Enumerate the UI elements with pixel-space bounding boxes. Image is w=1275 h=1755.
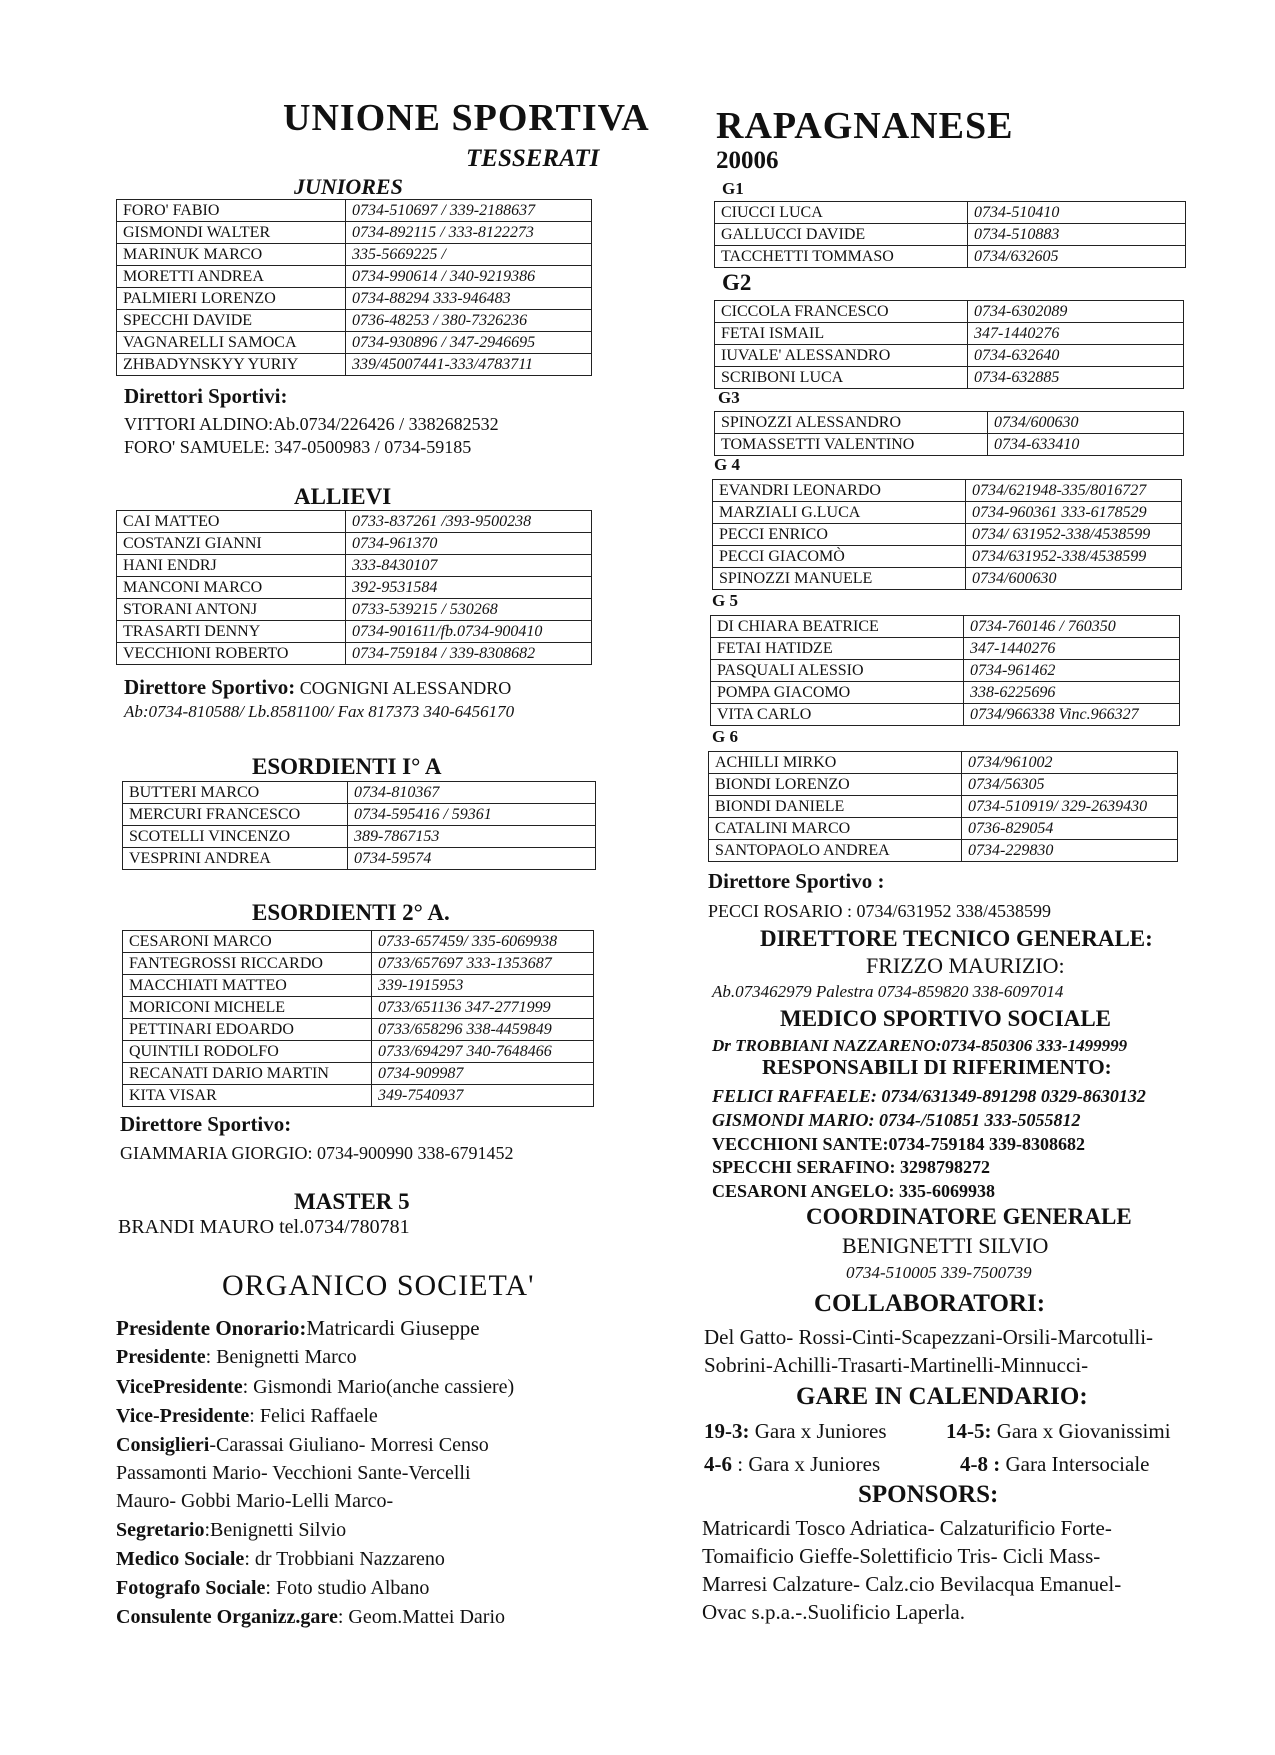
organico-line: [116, 1577, 429, 1600]
member-name: CATALINI MARCO: [709, 818, 962, 840]
g2-row: [715, 367, 1184, 389]
gara-date: 14-5:: [946, 1419, 992, 1443]
g6-title: G 6: [712, 727, 738, 746]
g6-row: [709, 796, 1178, 818]
member-name: ZHBADYNSKYY YURIY: [117, 354, 346, 376]
member-phone: 0733/657697 333-1353687: [372, 953, 594, 975]
member-phone: 347-1440276: [968, 323, 1184, 345]
member-phone: 0734-510919/ 329-2639430: [962, 796, 1178, 818]
g4-table: [712, 479, 1182, 590]
member-phone: 0734-990614 / 340-9219386: [346, 266, 592, 288]
member-phone: 0734-961370: [346, 533, 592, 555]
medico-title: MEDICO SPORTIVO SOCIALE: [780, 1006, 1112, 1031]
organico-label: Consiglieri: [116, 1434, 210, 1456]
member-name: HANI ENDRJ: [117, 555, 346, 577]
gara-item: [704, 1452, 880, 1477]
member-name: SANTOPAOLO ANDREA: [709, 840, 962, 862]
allievi-row: [117, 643, 592, 665]
g5-row: [711, 660, 1180, 682]
esordienti2-row: [123, 1085, 594, 1107]
member-phone: 0734-510697 / 339-2188637: [346, 200, 592, 222]
sponsor-line: Matricardi Tosco Adriatica- Calzaturificio Forte-: [702, 1516, 1112, 1540]
member-phone: 0734-510410: [968, 202, 1186, 224]
g2-table: [714, 300, 1184, 389]
organico-line: [116, 1490, 393, 1513]
organico-title: ORGANICO SOCIETA': [222, 1269, 535, 1302]
member-phone: 0734-229830: [962, 840, 1178, 862]
juniores-table: [116, 199, 592, 376]
organico-line: [116, 1548, 445, 1571]
member-phone: 0734-632640: [968, 345, 1184, 367]
organico-value: -Carassai Giuliano- Morresi Censo: [209, 1434, 489, 1456]
g6-row: [709, 818, 1178, 840]
master-title: MASTER 5: [294, 1189, 410, 1214]
member-phone: 335-5669225 /: [346, 244, 592, 266]
member-phone: 0734-892115 / 333-8122273: [346, 222, 592, 244]
member-phone: 0734-930896 / 347-2946695: [346, 332, 592, 354]
member-name: BUTTERI MARCO: [123, 782, 348, 804]
member-name: STORANI ANTONJ: [117, 599, 346, 621]
member-phone: 0733/694297 340-7648466: [372, 1041, 594, 1063]
dtg-name: FRIZZO MAURIZIO:: [866, 953, 1065, 978]
resp-title: RESPONSABILI DI RIFERIMENTO:: [762, 1055, 1112, 1079]
g6-row: [709, 774, 1178, 796]
gara-date: 4-8 :: [960, 1452, 1001, 1476]
member-phone: 0734-632885: [968, 367, 1184, 389]
member-name: SPINOZZI MANUELE: [713, 568, 966, 590]
resp-line: SPECCHI SERAFINO: 3298798272: [712, 1157, 991, 1177]
allievi-row: [117, 555, 592, 577]
g4-row: [713, 480, 1182, 502]
dtg-contacts: Ab.073462979 Palestra 0734-859820 338-6097014: [712, 982, 1064, 1001]
g6-row: [709, 840, 1178, 862]
member-name: SCOTELLI VINCENZO: [123, 826, 348, 848]
member-name: VAGNARELLI SAMOCA: [117, 332, 346, 354]
giovanissimi-director-label: Direttore Sportivo :: [708, 869, 885, 893]
member-name: VITA CARLO: [711, 704, 964, 726]
esordienti2-row: [123, 1041, 594, 1063]
sponsor-line: Marresi Calzature- Calz.cio Bevilacqua Emanuel-: [702, 1572, 1122, 1596]
esordienti2-row: [123, 997, 594, 1019]
member-phone: 0733-657459/ 335-6069938: [372, 931, 594, 953]
member-phone: 0734-760146 / 760350: [964, 616, 1180, 638]
organico-value: : Foto studio Albano: [265, 1577, 430, 1599]
member-name: MORICONI MICHELE: [123, 997, 372, 1019]
member-name: DI CHIARA BEATRICE: [711, 616, 964, 638]
member-phone: 0733-539215 / 530268: [346, 599, 592, 621]
member-name: VESPRINI ANDREA: [123, 848, 348, 870]
member-phone: 0734/ 631952-338/4538599: [966, 524, 1182, 546]
member-phone: 389-7867153: [348, 826, 596, 848]
organico-line: [116, 1405, 378, 1428]
organico-line: [116, 1346, 357, 1369]
member-name: IUVALE' ALESSANDRO: [715, 345, 968, 367]
organico-line: [116, 1376, 514, 1399]
esordienti2-director-label: Direttore Sportivo:: [120, 1112, 292, 1136]
organico-line: [116, 1434, 489, 1457]
member-name: TACCHETTI TOMMASO: [715, 246, 968, 268]
allievi-row: [117, 621, 592, 643]
organico-label: Presidente Onorario:: [116, 1316, 307, 1340]
juniores-title: JUNIORES: [294, 174, 403, 199]
coord-contacts: 0734-510005 339-7500739: [846, 1263, 1032, 1282]
juniores-row: [117, 354, 592, 376]
resp-line: CESARONI ANGELO: 335-6069938: [712, 1181, 996, 1201]
member-phone: 0734-6302089: [968, 301, 1184, 323]
member-phone: 0734-633410: [988, 434, 1184, 456]
member-name: PETTINARI EDOARDO: [123, 1019, 372, 1041]
esordienti1-row: [123, 804, 596, 826]
organico-label: Segretario: [116, 1519, 205, 1541]
g4-row: [713, 568, 1182, 590]
member-name: CESARONI MARCO: [123, 931, 372, 953]
allievi-table: [116, 510, 592, 665]
allievi-row: [117, 511, 592, 533]
member-phone: 0734/600630: [988, 412, 1184, 434]
collaboratori-line: Del Gatto- Rossi-Cinti-Scapezzani-Orsili-Marcotulli-: [704, 1325, 1154, 1349]
organico-label: Fotografo Sociale: [116, 1577, 266, 1599]
member-name: FETAI HATIDZE: [711, 638, 964, 660]
esordienti2-row: [123, 1019, 594, 1041]
g2-row: [715, 323, 1184, 345]
g1-title: G1: [722, 179, 744, 198]
coord-name: BENIGNETTI SILVIO: [842, 1233, 1049, 1258]
member-phone: 0734-909987: [372, 1063, 594, 1085]
g3-table: [714, 411, 1184, 456]
member-name: POMPA GIACOMO: [711, 682, 964, 704]
gara-item: [960, 1452, 1150, 1477]
member-phone: 0734/961002: [962, 752, 1178, 774]
member-phone: 347-1440276: [964, 638, 1180, 660]
allievi-director-name: COGNIGNI ALESSANDRO: [295, 678, 512, 698]
organico-value: : Benignetti Marco: [205, 1346, 357, 1368]
g3-row: [715, 412, 1184, 434]
member-name: SPINOZZI ALESSANDRO: [715, 412, 988, 434]
esordienti1-table: [122, 781, 596, 870]
allievi-director-contacts: Ab:0734-810588/ Lb.8581100/ Fax 817373 340-6456170: [124, 702, 515, 721]
juniores-row: [117, 310, 592, 332]
esordienti1-row: [123, 848, 596, 870]
allievi-title: ALLIEVI: [294, 484, 392, 509]
esordienti2-row: [123, 1063, 594, 1085]
g2-row: [715, 301, 1184, 323]
juniores-row: [117, 222, 592, 244]
title-left: UNIONE SPORTIVA: [283, 97, 650, 139]
member-name: VECCHIONI ROBERTO: [117, 643, 346, 665]
g4-row: [713, 502, 1182, 524]
g4-title: G 4: [714, 455, 740, 474]
member-phone: 0734/966338 Vinc.966327: [964, 704, 1180, 726]
member-name: BIONDI DANIELE: [709, 796, 962, 818]
member-phone: 0734/56305: [962, 774, 1178, 796]
g1-row: [715, 246, 1186, 268]
resp-line: GISMONDI MARIO: 0734-/510851 333-5055812: [712, 1110, 1081, 1130]
member-phone: 0733-837261 /393-9500238: [346, 511, 592, 533]
member-phone: 0734-901611/fb.0734-900410: [346, 621, 592, 643]
member-name: GISMONDI WALTER: [117, 222, 346, 244]
member-phone: 0734-961462: [964, 660, 1180, 682]
organico-label: Vice-Presidente: [116, 1405, 250, 1427]
subtitle-left: TESSERATI: [466, 145, 600, 172]
member-phone: 0734-810367: [348, 782, 596, 804]
juniores-director-2: FORO' SAMUELE: 347-0500983 / 0734-59185: [124, 437, 472, 457]
organico-label: Consulente Organizz.gare: [116, 1606, 338, 1628]
organico-value: : Geom.Mattei Dario: [337, 1606, 506, 1628]
member-name: FETAI ISMAIL: [715, 323, 968, 345]
subtitle-right: 20006: [716, 147, 779, 174]
g6-table: [708, 751, 1178, 862]
medico-line: Dr TROBBIANI NAZZARENO:0734-850306 333-1499999: [712, 1036, 1128, 1055]
g3-row: [715, 434, 1184, 456]
gara-text: Gara x Juniores: [749, 1419, 887, 1443]
esordienti2-row: [123, 975, 594, 997]
member-name: PECCI GIACOMÒ: [713, 546, 966, 568]
organico-line: [116, 1606, 505, 1629]
allievi-director-label: Direttore Sportivo:: [124, 675, 296, 699]
member-name: PASQUALI ALESSIO: [711, 660, 964, 682]
organico-value: Passamonti Mario- Vecchioni Sante-Vercelli: [116, 1462, 471, 1484]
resp-line: FELICI RAFFAELE: 0734/631349-891298 0329-8630132: [712, 1086, 1146, 1106]
organico-label: Medico Sociale: [116, 1548, 245, 1570]
g2-row: [715, 345, 1184, 367]
member-name: RECANATI DARIO MARTIN: [123, 1063, 372, 1085]
member-phone: 0734/631952-338/4538599: [966, 546, 1182, 568]
member-phone: 0734-759184 / 339-8308682: [346, 643, 592, 665]
member-name: CIUCCI LUCA: [715, 202, 968, 224]
g5-row: [711, 704, 1180, 726]
esordienti2-table: [122, 930, 594, 1107]
member-name: EVANDRI LEONARDO: [713, 480, 966, 502]
coord-title: COORDINATORE GENERALE: [806, 1204, 1132, 1229]
giovanissimi-director-line: PECCI ROSARIO : 0734/631952 338/4538599: [708, 901, 1052, 921]
g5-table: [710, 615, 1180, 726]
juniores-row: [117, 288, 592, 310]
member-name: MORETTI ANDREA: [117, 266, 346, 288]
collaboratori-title: COLLABORATORI:: [814, 1290, 1046, 1317]
member-name: TRASARTI DENNY: [117, 621, 346, 643]
member-phone: 0733/651136 347-2771999: [372, 997, 594, 1019]
collaboratori-line: Sobrini-Achilli-Trasarti-Martinelli-Minnucci-: [704, 1353, 1089, 1377]
sponsors-title: SPONSORS:: [858, 1481, 999, 1508]
member-phone: 339/45007441-333/4783711: [346, 354, 592, 376]
member-phone: 333-8430107: [346, 555, 592, 577]
member-name: MERCURI FRANCESCO: [123, 804, 348, 826]
g6-row: [709, 752, 1178, 774]
esordienti1-row: [123, 826, 596, 848]
member-name: QUINTILI RODOLFO: [123, 1041, 372, 1063]
member-name: CICCOLA FRANCESCO: [715, 301, 968, 323]
esordienti2-director-line: GIAMMARIA GIORGIO: 0734-900990 338-6791452: [120, 1143, 514, 1163]
g3-title: G3: [718, 388, 740, 407]
member-phone: 0734-59574: [348, 848, 596, 870]
member-phone: 0734/621948-335/8016727: [966, 480, 1182, 502]
g2-title: G2: [722, 270, 752, 295]
esordienti2-row: [123, 931, 594, 953]
member-name: MARINUK MARCO: [117, 244, 346, 266]
title-right: RAPAGNANESE: [716, 105, 1014, 147]
gara-item: [946, 1419, 1171, 1444]
allievi-director: [124, 675, 511, 700]
g1-table: [714, 201, 1186, 268]
juniores-director-label: Direttori Sportivi:: [124, 384, 288, 408]
member-name: PECCI ENRICO: [713, 524, 966, 546]
gare-title: GARE IN CALENDARIO:: [796, 1383, 1088, 1410]
gara-text: Gara Intersociale: [1000, 1452, 1150, 1476]
gara-date: 19-3:: [704, 1419, 750, 1443]
esordienti2-title: ESORDIENTI 2° A.: [252, 900, 450, 925]
sponsor-line: Tomaificio Gieffe-Solettificio Tris- Cicli Mass-: [702, 1544, 1101, 1568]
member-phone: 0736-48253 / 380-7326236: [346, 310, 592, 332]
organico-line: [116, 1462, 471, 1485]
member-name: GALLUCCI DAVIDE: [715, 224, 968, 246]
g1-row: [715, 224, 1186, 246]
gara-date: 4-6: [704, 1452, 732, 1476]
sponsor-line: Ovac s.p.a.-.Suolificio Laperla.: [702, 1600, 965, 1624]
member-name: SPECCHI DAVIDE: [117, 310, 346, 332]
organico-value: :Benignetti Silvio: [204, 1519, 347, 1541]
resp-line: VECCHIONI SANTE:0734-759184 339-8308682: [712, 1134, 1086, 1154]
member-name: SCRIBONI LUCA: [715, 367, 968, 389]
member-name: COSTANZI GIANNI: [117, 533, 346, 555]
allievi-row: [117, 599, 592, 621]
member-phone: 339-1915953: [372, 975, 594, 997]
member-phone: 0734-960361 333-6178529: [966, 502, 1182, 524]
g4-row: [713, 546, 1182, 568]
member-phone: 0734/632605: [968, 246, 1186, 268]
g4-row: [713, 524, 1182, 546]
member-phone: 392-9531584: [346, 577, 592, 599]
organico-line: [116, 1316, 480, 1341]
member-name: MARZIALI G.LUCA: [713, 502, 966, 524]
organico-label: VicePresidente: [116, 1376, 243, 1398]
allievi-row: [117, 577, 592, 599]
member-phone: 349-7540937: [372, 1085, 594, 1107]
gara-text: Gara x Giovanissimi: [991, 1419, 1171, 1443]
esordienti1-row: [123, 782, 596, 804]
member-name: TOMASSETTI VALENTINO: [715, 434, 988, 456]
juniores-row: [117, 244, 592, 266]
esordienti2-row: [123, 953, 594, 975]
g1-row: [715, 202, 1186, 224]
organico-value: Matricardi Giuseppe: [306, 1316, 480, 1340]
esordienti1-title: ESORDIENTI I° A: [252, 754, 442, 779]
member-phone: 0736-829054: [962, 818, 1178, 840]
juniores-row: [117, 332, 592, 354]
gara-text: : Gara x Juniores: [732, 1452, 881, 1476]
member-name: CAI MATTEO: [117, 511, 346, 533]
member-phone: 0733/658296 338-4459849: [372, 1019, 594, 1041]
organico-line: [116, 1519, 346, 1542]
g5-title: G 5: [712, 591, 738, 610]
member-phone: 0734/600630: [966, 568, 1182, 590]
member-name: MACCHIATI MATTEO: [123, 975, 372, 997]
organico-value: Mauro- Gobbi Mario-Lelli Marco-: [116, 1490, 394, 1512]
member-phone: 0734-510883: [968, 224, 1186, 246]
organico-value: : Felici Raffaele: [249, 1405, 378, 1427]
member-name: PALMIERI LORENZO: [117, 288, 346, 310]
gara-item: [704, 1419, 887, 1444]
allievi-row: [117, 533, 592, 555]
juniores-row: [117, 200, 592, 222]
member-name: MANCONI MARCO: [117, 577, 346, 599]
organico-label: Presidente: [116, 1346, 206, 1368]
juniores-director-1: VITTORI ALDINO:Ab.0734/226426 / 3382682532: [124, 414, 499, 434]
member-name: FANTEGROSSI RICCARDO: [123, 953, 372, 975]
member-phone: 338-6225696: [964, 682, 1180, 704]
dtg-title: DIRETTORE TECNICO GENERALE:: [760, 926, 1153, 951]
organico-value: : dr Trobbiani Nazzareno: [244, 1548, 445, 1570]
member-phone: 0734-88294 333-946483: [346, 288, 592, 310]
g5-row: [711, 682, 1180, 704]
juniores-row: [117, 266, 592, 288]
member-name: KITA VISAR: [123, 1085, 372, 1107]
member-phone: 0734-595416 / 59361: [348, 804, 596, 826]
g5-row: [711, 638, 1180, 660]
master-line: BRANDI MAURO tel.0734/780781: [118, 1216, 410, 1238]
g5-row: [711, 616, 1180, 638]
member-name: BIONDI LORENZO: [709, 774, 962, 796]
member-name: FORO' FABIO: [117, 200, 346, 222]
organico-value: : Gismondi Mario(anche cassiere): [242, 1376, 515, 1398]
member-name: ACHILLI MIRKO: [709, 752, 962, 774]
